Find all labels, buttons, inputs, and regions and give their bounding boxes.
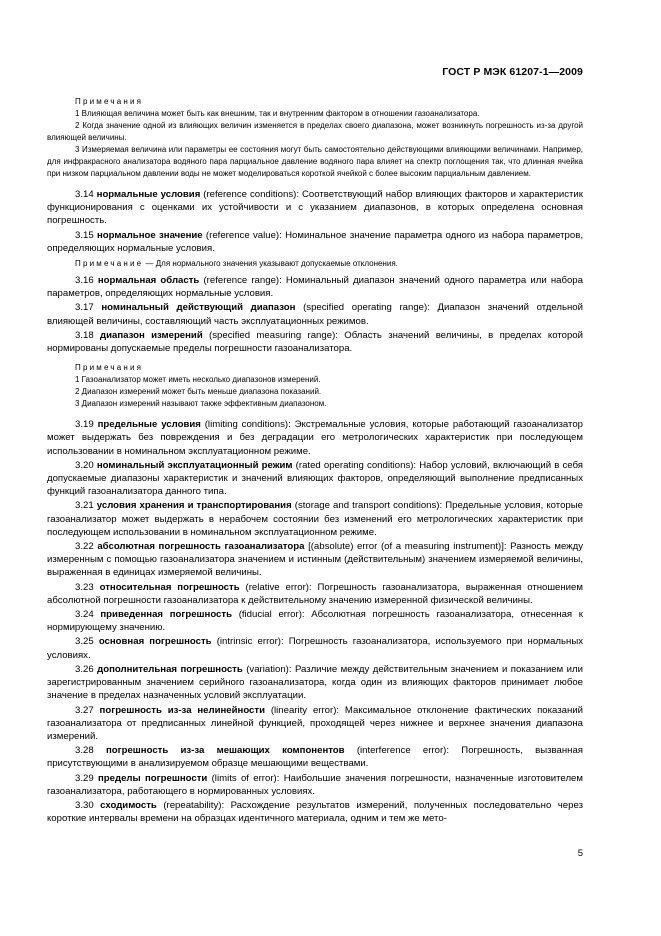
definition-text: (specified operating range): Диапазон значений отдельной влияющей величины, составляющий часть эксплуатационных режимов.: [47, 302, 583, 327]
definition-item: [47, 329, 583, 355]
definition-number: 3.18: [75, 329, 94, 341]
definition-term: относительная погрешность: [99, 581, 240, 593]
definition-number: 3.25: [75, 636, 94, 648]
definition-text: (intrinsic error): Погрешность газоанализатора, используемого при нормальных условиях.: [47, 636, 584, 661]
definitions-block: [47, 418, 583, 825]
definition-number: 3.23: [75, 581, 94, 593]
definition-term: нормальные условия: [96, 189, 201, 200]
definition-term: предельные условия: [97, 419, 201, 431]
definition-item: [47, 799, 583, 825]
definition-number: 3.30: [75, 799, 94, 811]
definition-item: [47, 274, 583, 300]
definition-text: (variation): Различие между действительным значением и показанием или зарегистрированным значением серийного газоанализатора, когда один из влияющих факторов принимает любое значение в пределах назначенных условий эксплуатации.: [47, 663, 583, 702]
definition-number: 3.20: [75, 459, 94, 471]
note-item: [47, 120, 583, 144]
definition-text: (reference value): Номинальное значение параметра одного из набора параметров, определяющих нормальные условия.: [47, 229, 583, 254]
definition-term: условия хранения и транспортирования: [96, 500, 292, 512]
definition-term: диапазон измерений: [100, 329, 203, 341]
definition-item: [47, 229, 583, 255]
definition-text: (repeatability): Расхождение результатов измерений, полученных последовательно через короткие интервалы времени на образцах идентичного материала, одним и тем же мето-: [47, 799, 583, 825]
definition-number: 3.19: [75, 419, 94, 431]
note-item-text: 1 Влияющая величина может быть как внешним, так и внутренним фактором в отношении газоанализатора.: [75, 109, 480, 118]
definition-text: [(absolute) error (of a measuring instrument)]: Разность между измеренным с помощью газоанализатора значением и истинным (действительным) значением измеряемой величины, выраженная в единицах измеряемой величины.: [47, 541, 583, 579]
definition-text: (limiting conditions): Экстремальные условия, которые работающий газоанализатор может выдержать без повреждения и без деградации его метрологических характеристик при последующем использовании в номинальном эксплуатационном режиме.: [47, 419, 583, 457]
definition-term: погрешность из-за нелинейности: [99, 704, 265, 716]
definition-item: [47, 188, 583, 228]
definition-term: абсолютная погрешность газоанализатора: [97, 541, 305, 553]
definitions-block: [47, 188, 583, 255]
definition-number: 3.16: [75, 275, 94, 287]
definition-item: [47, 499, 583, 539]
definition-term: нормальная область: [97, 275, 200, 287]
definition-item: [47, 581, 583, 607]
notes-block: [47, 108, 583, 180]
definition-number: 3.28: [75, 745, 94, 757]
note-item: [47, 144, 583, 180]
definition-item: [47, 663, 583, 703]
definition-term: пределы погрешности: [98, 772, 208, 784]
page-number: 5: [577, 848, 583, 859]
note-item-text: 3 Диапазон измерений называют также эффективным диапазоном.: [75, 399, 327, 409]
note-item: [47, 108, 583, 120]
definition-number: 3.17: [75, 302, 94, 314]
notes-block: [47, 374, 583, 410]
definition-item: [47, 772, 583, 798]
definition-term: дополнительная погрешность: [97, 663, 243, 675]
page-content: [47, 96, 583, 825]
definition-text: (relative error): Погрешность газоанализатора, выраженная отношением абсолютной погрешности газоанализатора к действительному значению измеренной физической величины.: [47, 581, 583, 606]
definition-number: 3.27: [75, 704, 94, 716]
standard-header: ГОСТ Р МЭК 61207-1—2009: [442, 66, 583, 78]
notes-heading: Примечания: [75, 97, 144, 106]
definition-term: номинальный действующий диапазон: [101, 302, 296, 314]
note-item: [47, 398, 583, 410]
note-item-text: 2 Диапазон измерений может быть меньше диапазона показаний.: [75, 387, 322, 397]
definition-term: нормальное значение: [97, 229, 203, 241]
definition-item: [47, 635, 583, 661]
definition-text: (reference range): Номинальный диапазон значений одного параметра или набора параметров, определяющих нормальные условия.: [47, 275, 583, 300]
definition-term: номинальный эксплуатационный режим: [96, 459, 293, 471]
definition-item: [47, 540, 583, 580]
note-label: Примечание: [75, 259, 144, 269]
definition-term: сходимость: [100, 799, 157, 811]
definition-item: [47, 301, 583, 327]
definition-item: [47, 744, 583, 770]
definition-term: основная погрешность: [98, 636, 212, 648]
note-item-text: 2 Когда значение одной из влияющих величин изменяется в пределах своего диапазона, может возникнуть погрешность из-за другой влияющей величины.: [47, 121, 583, 142]
definition-text: (reference conditions): Соответствующий набор влияющих факторов и характеристик функционирования с оценками их устойчивости и с указанием диапазонов, в которых определена основная погрешность.: [47, 189, 583, 227]
definition-text: (storage and transport conditions): Предельные условия, которые газоанализатор может выдержать в нерабочем состоянии без изменений его метрологических характеристик при последующем использовании в номинальном эксплуатационном режиме.: [47, 500, 583, 538]
definition-text: (fiducial error): Абсолютная погрешность газоанализатора, отнесенная к нормирующему значению.: [47, 609, 584, 634]
definition-text: (limits of error): Наибольшие значения погрешности, назначенные изготовителем газоанализатора, работающего в нормированных условиях.: [47, 772, 583, 797]
definition-text: (rated operating conditions): Набор условий, включающий в себя допускаемые диапазоны характеристик и значений влияющих факторов, определяющий выполнение предписанных функций газоанализатора данного типа.: [47, 459, 583, 498]
definitions-block: [47, 274, 583, 355]
definition-text: (specified measuring range): Область значений величины, в пределах которой нормированы допускаемые пределы погрешности газоанализатора.: [47, 329, 583, 355]
definition-number: 3.22: [75, 541, 94, 553]
note-item-text: 3 Измеряемая величина или параметры ее состояния могут быть самостоятельно действующими влияющими величинами. Например, для инфракрасного анализатора водяного пара парциальное давление водяного пара влияет на спектр поглощения так, что длинная ячейка при низком парциальном давлении воды не может моделироваться короткой ячейкой с более высоким парциальным давлением.: [47, 145, 583, 178]
definition-item: [47, 608, 583, 634]
definition-term: погрешность из-за мешающих компонентов: [105, 745, 345, 757]
definition-item: [47, 418, 583, 458]
definition-item: [47, 459, 583, 499]
note-item: [47, 374, 583, 386]
definition-number: 3.21: [75, 500, 94, 512]
notes-heading: Примечания: [75, 363, 144, 373]
definition-number: 3.29: [75, 772, 94, 784]
definition-item: [47, 704, 583, 744]
note-item-text: 1 Газоанализатор может иметь несколько диапазонов измерений.: [75, 375, 321, 385]
definition-number: 3.15: [75, 229, 94, 241]
definition-text: (interference error): Погрешность, вызванная присутствующими в анализируемом образце мешающими веществами.: [47, 745, 583, 770]
definition-number: 3.14: [75, 189, 94, 200]
definition-text: (linearity error): Максимальное отклонение фактических показаний газоанализатора от предписанных линейной функцией, проходящей через нижнее и верхнее значения диапазона измерений.: [47, 704, 584, 742]
note-item: [47, 386, 583, 398]
definition-term: приведенная погрешность: [100, 609, 232, 621]
note-single: [75, 258, 583, 270]
definition-number: 3.24: [75, 609, 94, 621]
definition-number: 3.26: [75, 663, 94, 675]
note-text: — Для нормального значения указывают допускаемые отклонения.: [143, 259, 398, 269]
